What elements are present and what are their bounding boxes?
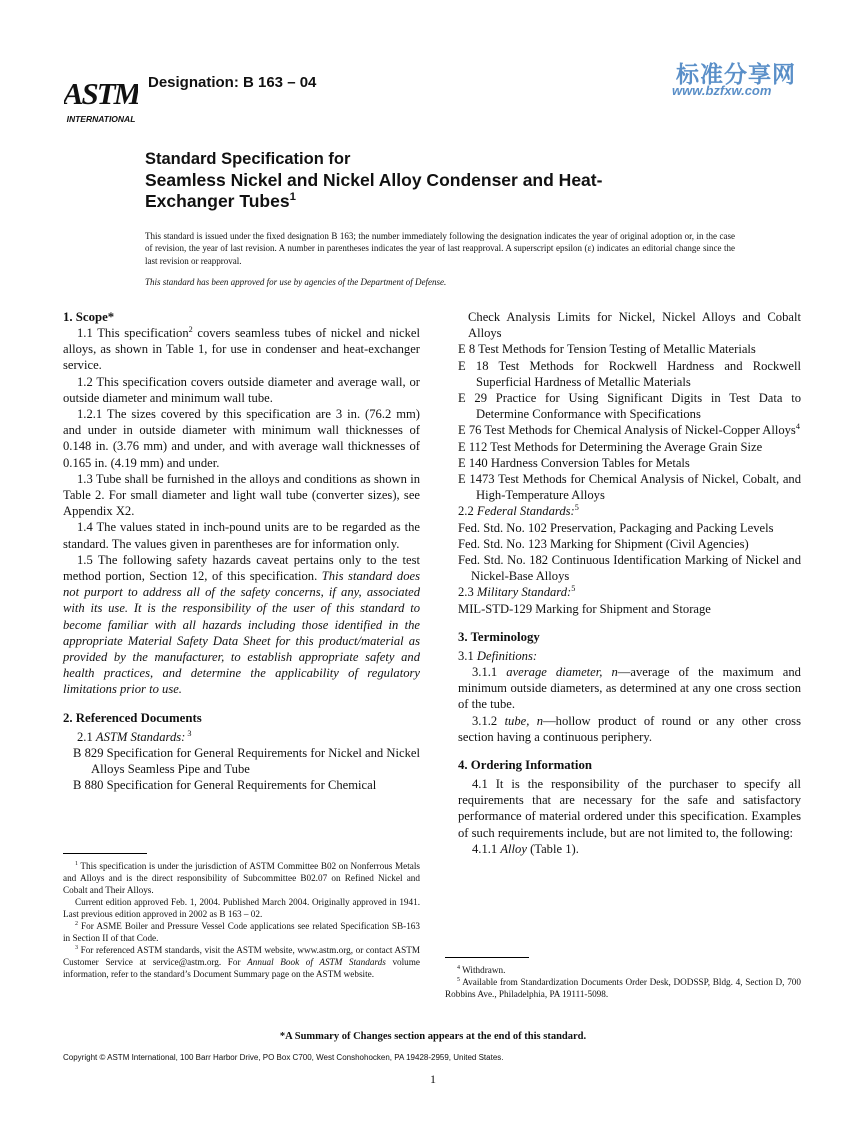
para-2-1: 2.1 ASTM Standards: $^3$ [77,728,192,744]
para-1-5: 1.5 The following safety hazards caveat pertains only to the test method portion, Section 12, of this specification. This standard does not purport to address all of the safety concerns, if any, associated with its use. It is the responsibility of the user of this standard to become familiar with all hazards including those identified in the appropriate Material Safety Data Sheet for this product/material as provided by the manufacturer, to establish appropriate safety and health practices, and determine the applicability of regulatory limitations prior to use. [63,552,420,697]
para-1-2-1: 1.2.1 The sizes covered by this specification are 3 in. (76.2 mm) and under in outside diameter with minimum wall thicknesses of 0.148 in. (3.76 mm) and under, and with average wall thicknesses of 0.165 in. (4.19 mm) and under. [63,407,420,470]
section-heading-terminology: 3. Terminology [458,629,540,644]
footnote-5: $^5$ Available from Standardization Documents Order Desk, DODSSP, Bldg. 4, Section D, 700 Robbins Ave., Philadelphia, PA 19111-5098. [445,976,801,999]
para-2-2: 2.2 Federal Standards:$^5$ [458,503,579,519]
section-heading-referenced-documents: 2. Referenced Documents [63,710,202,725]
title-line-2: Seamless Nickel and Nickel Alloy Condenser and Heat- [145,170,603,190]
ref-fed-123: Fed. Std. No. 123 Marking for Shipment (Civil Agencies) [458,536,749,551]
title-line-1: Standard Specification for [145,150,351,168]
para-4-1: 4.1 It is the responsibility of the purchaser to specify all requirements that are necessary for the safe and satisfactory performance of material ordered under this specification. Examples of such requirements include, but are not limited to, the following: [458,777,801,840]
footnotes-right [445,957,801,1000]
para-1-2: 1.2 This specification covers outside diameter and average wall, or outside diameter and minimum wall tube. [63,374,420,405]
right-column [458,309,801,857]
document-title [145,149,745,212]
astm-logo-mark [64,60,138,126]
footnote-2: $^2$ For ASME Boiler and Pressure Vessel Code applications see related Specification SB-163 in Section II of that Code. [63,920,420,943]
footnote-divider [63,853,147,854]
approval-note: This standard has been approved for use by agencies of the Department of Defense. [145,277,447,287]
para-2-3: 2.3 Military Standard:$^5$ [458,584,576,600]
footnote-4: $^4$ Withdrawn. [457,964,506,975]
para-1-4: 1.4 The values stated in inch-pound units are to be regarded as the standard. The values given in parentheses are for information only. [63,520,420,551]
title-line-3-text: Exchanger Tubes [145,191,290,211]
ref-fed-102: Fed. Std. No. 102 Preservation, Packaging and Packing Levels [458,520,774,535]
footnotes-left [63,853,420,980]
ref-e1473: E 1473 Test Methods for Chemical Analysis of Nickel, Cobalt, and High-Temperature Alloys [458,472,801,503]
ref-fed-182: Fed. Std. No. 182 Continuous Identification Marking of Nickel and Nickel-Base Alloys [458,553,801,584]
ref-e18: E 18 Test Methods for Rockwell Hardness and Rockwell Superficial Hardness of Metallic Materials [458,358,801,389]
footnote-1: $^1$ This specification is under the jurisdiction of ASTM Committee B02 on Nonferrous Metals and Alloys and is the direct responsibility of Subcommittee B02.07 on Refined Nickel and Cobalt and Their Alloys. [63,860,420,895]
footnote-3: $^3$ For referenced ASTM standards, visit the ASTM website, www.astm.org, or contact ASTM Customer Service at service@astm.org. For Annual Book of ASTM Standards volume information, refer to the standard’s Document Summary page on the ASTM website. [63,944,420,979]
title-footnote-ref: 1 [289,191,296,204]
ref-e140: E 140 Hardness Conversion Tables for Metals [458,455,690,470]
page-number: 1 [430,1072,436,1086]
para-4-1-1: 4.1.1 Alloy (Table 1). [472,841,579,856]
para-3-1-2: 3.1.2 tube, n—hollow product of round or any other cross section having a continuous periphery. [458,713,801,744]
copyright-notice: Copyright © ASTM International, 100 Barr Harbor Drive, PO Box C700, West Conshohocken, PA 19428-2959, United States. [63,1053,504,1062]
para-1-3: 1.3 Tube shall be furnished in the alloys and conditions as shown in Table 2. For small diameter and light wall tube (converter sizes), see Appendix X2. [63,471,420,519]
watermark-chinese: 标准分享网 [676,61,796,87]
ref-b880: B 880 Specification for General Requirements for Chemical [73,778,377,793]
summary-of-changes-note: *A Summary of Changes section appears at the end of this standard. [279,1031,587,1042]
para-1-1: 1.1 This specification$^2$ covers seamless tubes of nickel and nickel alloys, as shown in Table 1, for use in condenser and heat-exchanger service. [63,324,420,373]
ref-e76: E 76 Test Methods for Chemical Analysis of Nickel-Copper Alloys$^4$ [458,422,800,438]
ref-e112: E 112 Test Methods for Determining the Average Grain Size [458,439,763,454]
ref-e29: E 29 Practice for Using Significant Digits in Test Data to Determine Conformance with Specifications [458,391,801,422]
title-line-3 [145,191,745,212]
ref-mil-std-129: MIL-STD-129 Marking for Shipment and Storage [458,601,711,616]
section-heading-scope: 1. Scope* [63,310,115,324]
footnote-divider [445,957,529,958]
left-column [63,309,420,793]
ref-b829: B 829 Specification for General Requirements for Nickel and Nickel Alloys Seamless Pipe and Tube [73,745,420,777]
designation: Designation: B 163 – 04 [148,74,317,91]
issue-note: This standard is issued under the fixed designation B 163; the number immediately following the designation indicates the year of original adoption or, in the case of revision, the year of last revision. A number in parentheses indicates the year of last reapproval. A superscript epsilon (ε) indicates an editorial change since the last revision or reapproval. [145,231,735,266]
watermark-url: www.bzfxw.com [672,83,772,98]
logo-text: ASTM [64,76,138,111]
astm-logo [64,60,138,126]
para-3-1: 3.1 Definitions: [458,648,538,663]
ref-b880-continued: Check Analysis Limits for Nickel, Nickel Alloys and Cobalt Alloys [468,310,801,341]
ref-e8: E 8 Test Methods for Tension Testing of Metallic Materials [458,342,756,357]
logo-subtext: INTERNATIONAL [66,114,136,124]
section-heading-ordering-information: 4. Ordering Information [458,758,593,773]
footnote-1-edition: Current edition approved Feb. 1, 2004. Published March 2004. Originally approved in 1941. Last previous edition approved in 2002 as B 163 – 02. [63,897,420,919]
para-3-1-1: 3.1.1 average diameter, n—average of the maximum and minimum outside diameters, as determined at any one cross section of the tube. [458,665,801,712]
